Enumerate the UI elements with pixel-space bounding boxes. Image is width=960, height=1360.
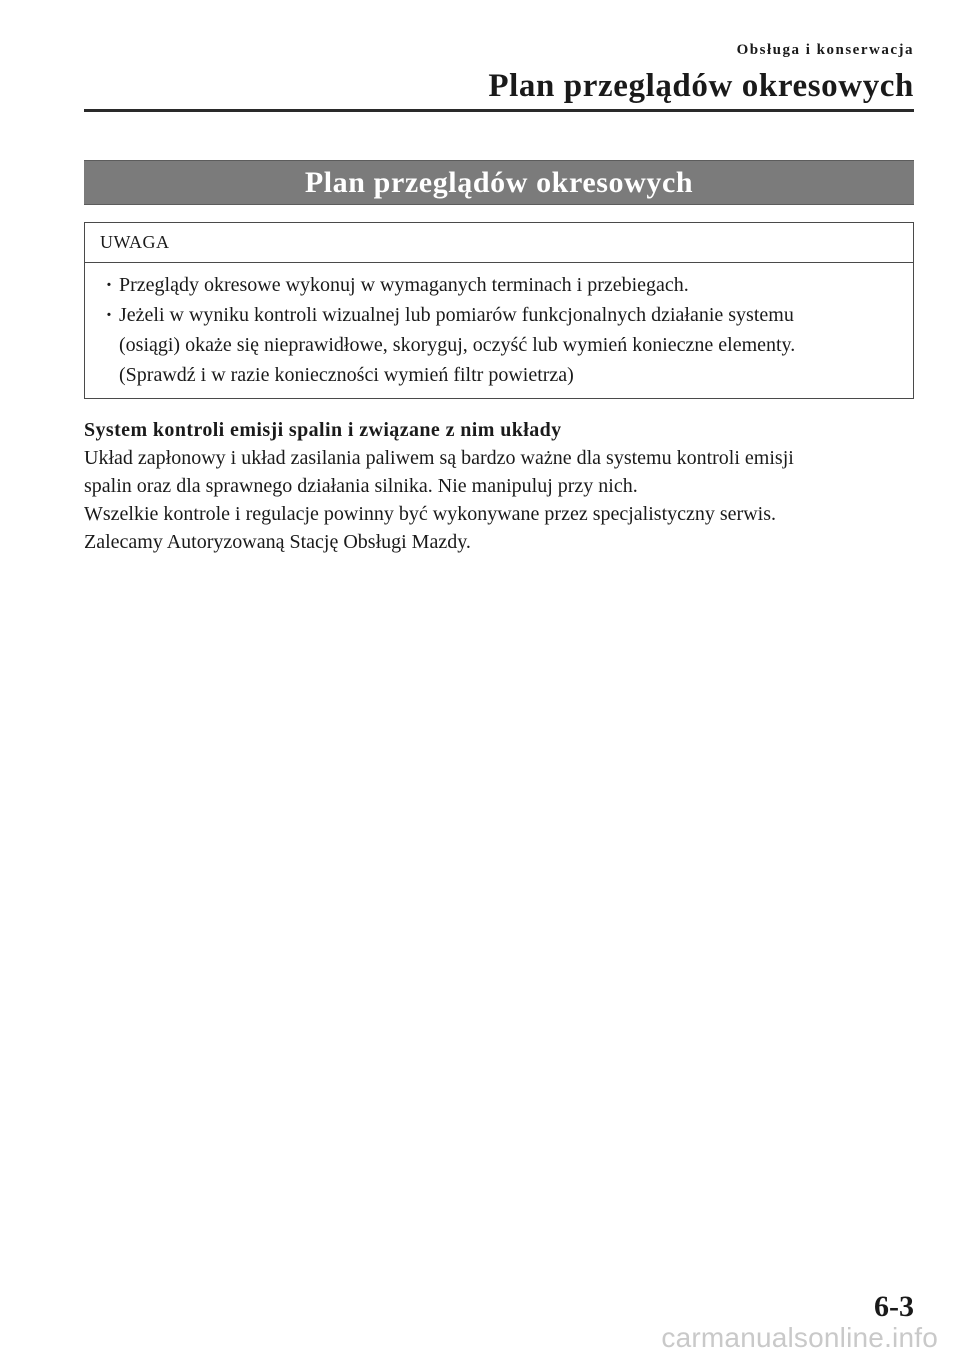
page-number: 6-3 [874, 1290, 914, 1323]
bullet-dot-icon: · [105, 274, 113, 296]
body-text-line: Wszelkie kontrole i regulacje powinny być wykonywane przez specjalistyczny serwis. [84, 503, 776, 525]
note-text-line: Przeglądy okresowe wykonuj w wymaganych terminach i przebiegach. [119, 274, 689, 296]
bullet-dot-icon: · [105, 304, 113, 326]
main-content [84, 416, 914, 556]
section-label: Obsługa i konserwacja [736, 42, 914, 58]
note-text-line: (Sprawdź i w razie konieczności wymień filtr powietrza) [119, 364, 574, 386]
note-text-line: (osiągi) okaże się nieprawidłowe, skoryguj, oczyść lub wymień konieczne elementy. [119, 334, 796, 356]
note-bullet-item [99, 270, 899, 300]
body-text-line: Zalecamy Autoryzowaną Stację Obsługi Mazdy. [84, 531, 471, 553]
note-body [85, 263, 913, 398]
body-text-line: Układ zapłonowy i układ zasilania paliwem są bardzo ważne dla systemu kontroli emisji [84, 447, 794, 469]
note-box [84, 222, 914, 399]
watermark: carmanualsonline.info [661, 1322, 938, 1353]
body-text-line: spalin oraz dla sprawnego działania silnika. Nie manipuluj przy nich. [84, 475, 638, 497]
subsection-heading: System kontroli emisji spalin i związane z nim układy [84, 419, 562, 441]
section-title-banner: Plan przeglądów okresowych [84, 160, 914, 205]
header-divider [84, 109, 914, 112]
page-header [84, 40, 914, 106]
note-bullet-item [99, 300, 899, 390]
note-text-line: Jeżeli w wyniku kontroli wizualnej lub pomiarów funkcjonalnych działanie systemu [119, 304, 794, 326]
chapter-title: Plan przeglądów okresowych [488, 68, 914, 104]
note-heading: UWAGA [85, 223, 913, 263]
